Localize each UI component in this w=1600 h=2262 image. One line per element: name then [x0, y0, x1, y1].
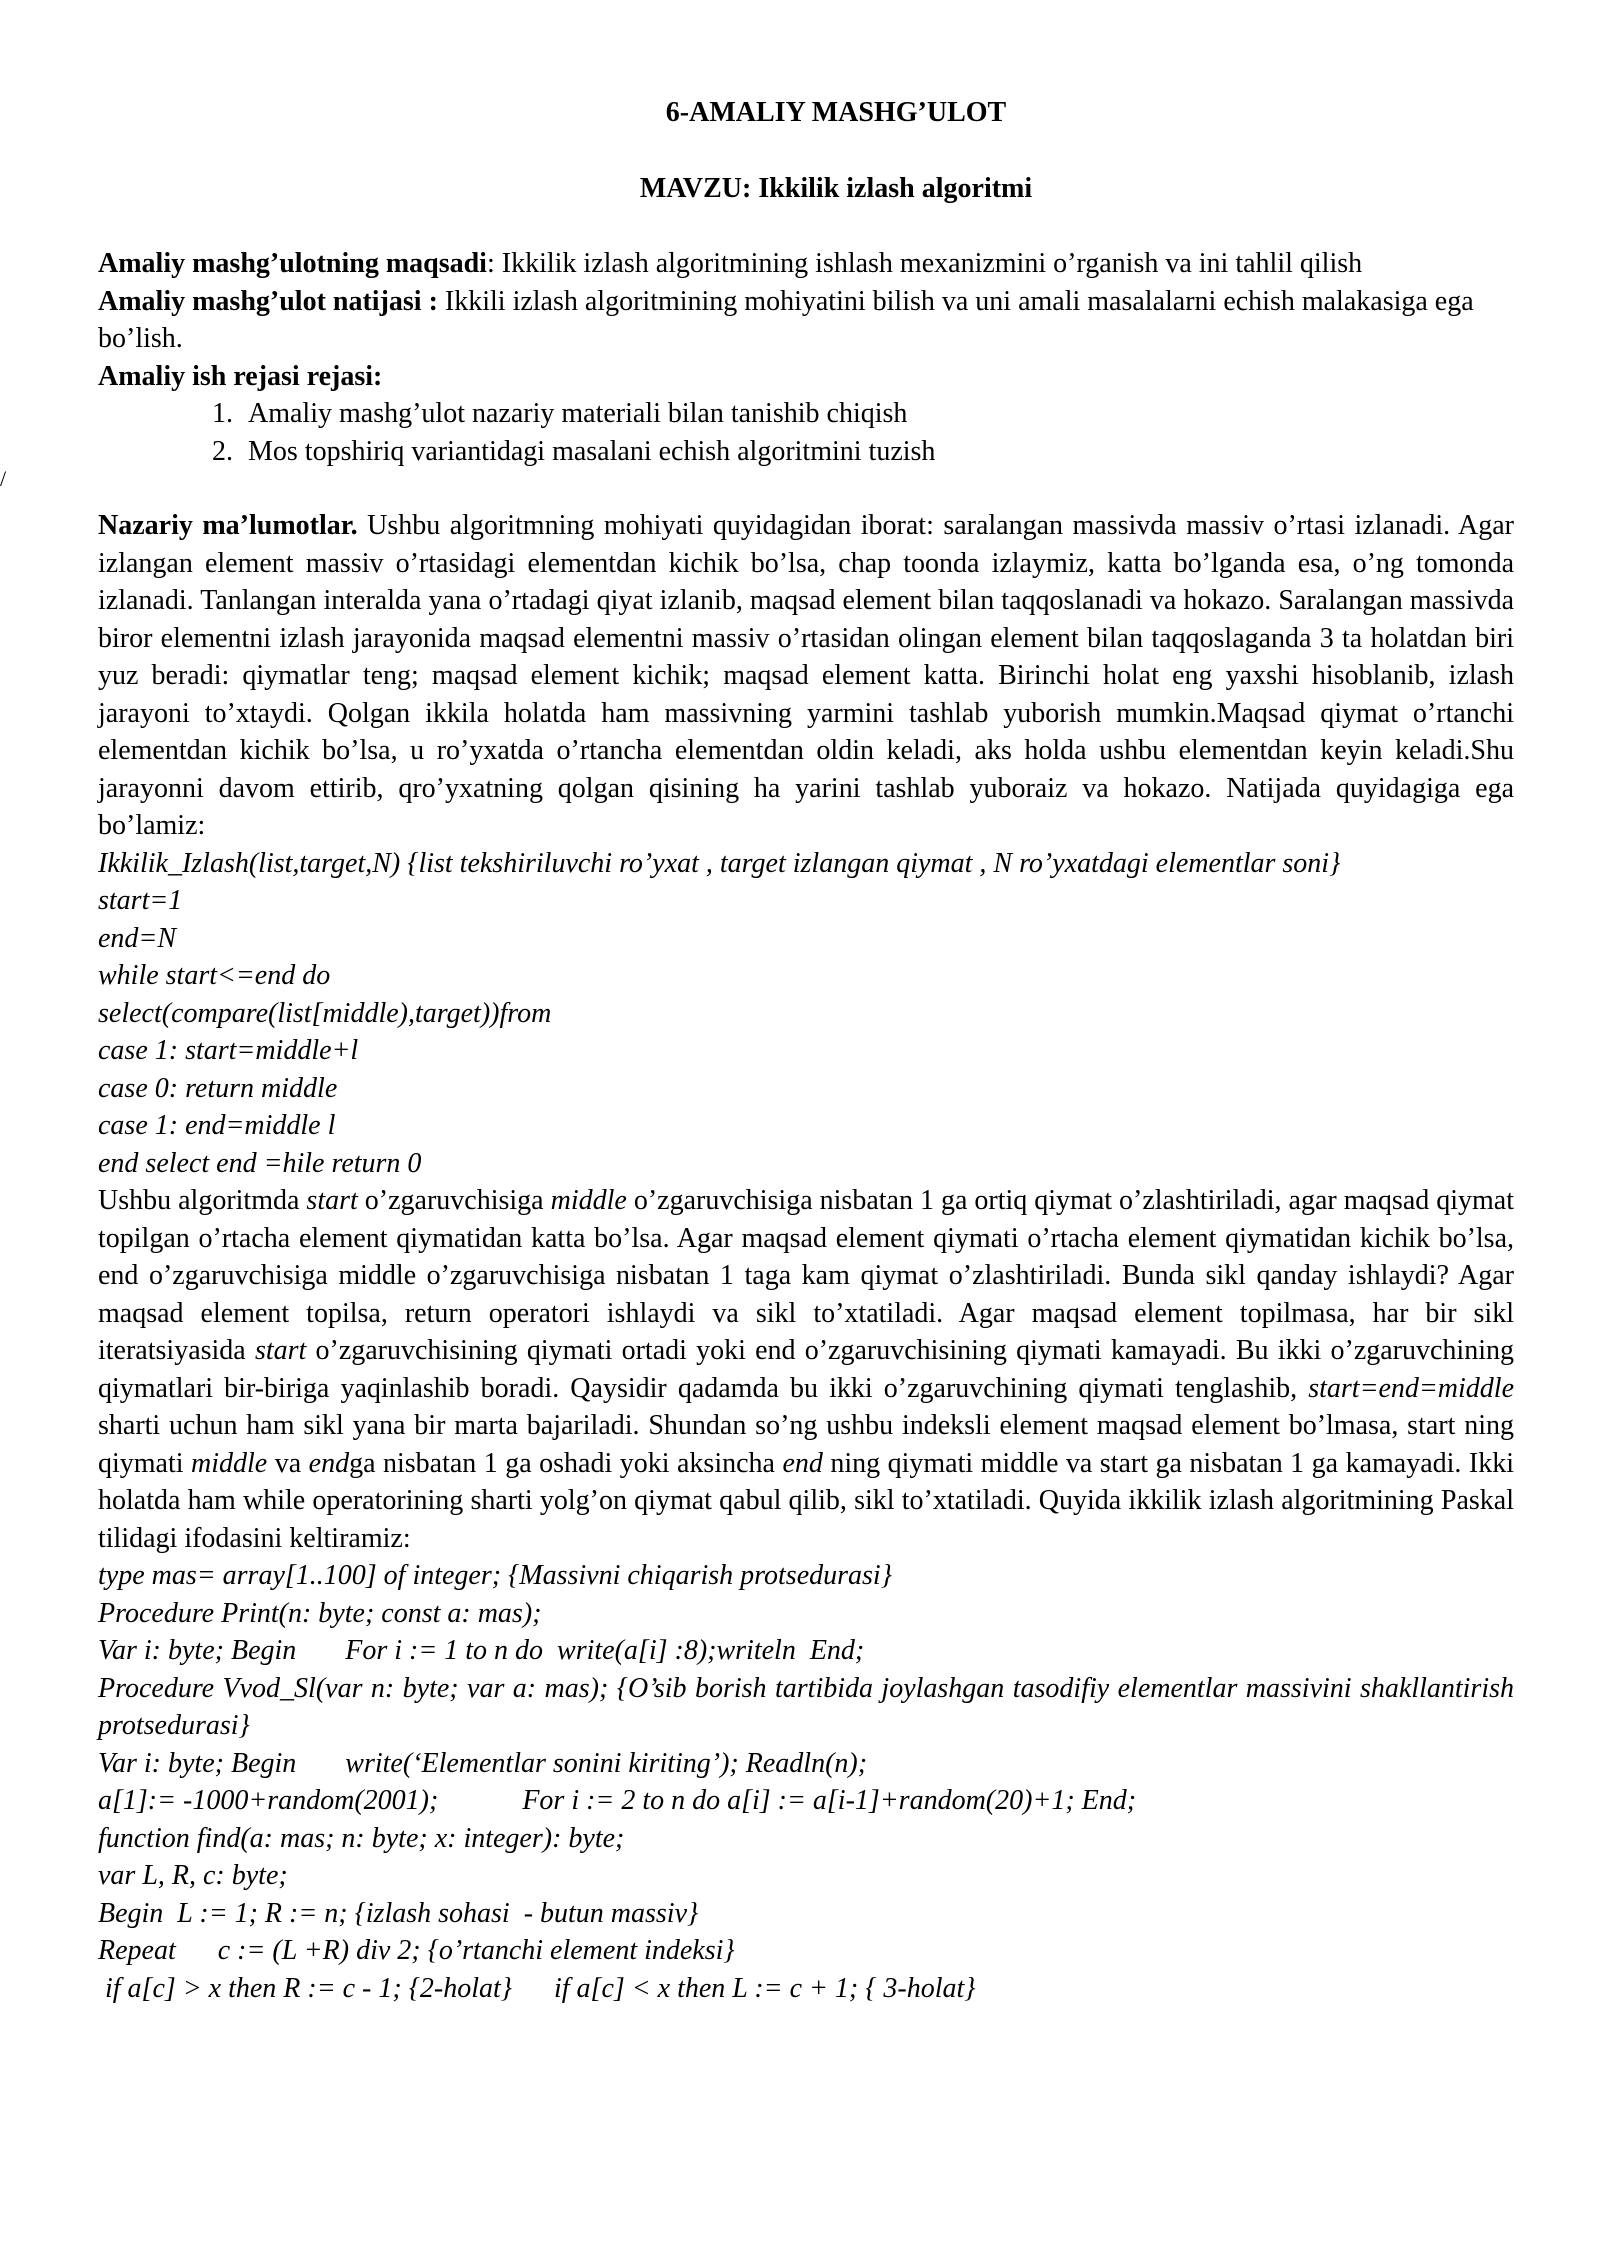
goal-text: : Ikkilik izlash algoritmining ishlash mexanizmini o’rganish va ini tahlil qilish — [486, 248, 1363, 279]
explanation-run-italic: middle — [191, 1447, 268, 1479]
pascal-code-block — [98, 1557, 1514, 2007]
pseudocode-line: start=1 — [98, 885, 183, 916]
pseudocode-line: end select end =hile return 0 — [98, 1147, 422, 1179]
plan-label: Amaliy ish rejasi rejasi: — [98, 360, 383, 392]
pseudocode-line: end=N — [98, 922, 176, 954]
theory-label: Nazariy ma’lumotlar. — [98, 510, 358, 541]
result-text: Ikkili izlash algoritmining mohiyatini bilish va uni amali masalalarni echish malakasiga ega bo’lish. — [98, 285, 1474, 354]
explanation-run-italic: start=end=middle — [1308, 1372, 1514, 1404]
explanation-run-italic: middle — [550, 1185, 627, 1216]
pascal-line: Begin L := 1; R := n; {izlash sohasi - butun massiv} — [98, 1897, 699, 1929]
pascal-line: function find(a: mas; n: byte; x: integer): byte; — [98, 1822, 625, 1854]
pseudocode-block — [98, 845, 1514, 1183]
result-label: Amaliy mashg’ulot natijasi : — [98, 285, 438, 317]
explanation-run-italic: end — [308, 1447, 350, 1479]
explanation-run: o’zgaruvchisiga nisbatan 1 ga ortiq qiymat o’zlashtiriladi, agar maqsad qiymat topilgan o’rtacha element qiymatidan katta bo’lsa. Agar maqsad element qiymati o’rtacha element qiymatidan kichik bo’lsa, end o’zgaruvchisiga middle o’zgaruvchisiga nisbatan 1 taga kam qiymat o’zlashtiriladi. Bunda sikl qanday ishlaydi? Agar maqsad element topilsa, return operatori ishlaydi va sikl to’xtatiladi. Agar maqsad element topilmasa, har bir sikl iteratsiyasida — [98, 1185, 1515, 1366]
explanation-run-italic: end — [782, 1447, 823, 1479]
pseudocode-line: case 1: start=middle+l — [98, 1035, 359, 1066]
plan-item: 2. Mos topshiriq variantidagi masalani echish algoritmini tuzish — [240, 433, 1514, 471]
pascal-line: Procedure Print(n: byte; const a: mas); — [98, 1597, 542, 1629]
document-page — [98, 90, 1514, 2007]
pascal-line: Repeat c := (L +R) div 2; {o’rtanchi element indeksi} — [98, 1935, 735, 1966]
pascal-line: a[1]:= -1000+random(2001); For i := 2 to n do a[i] := a[i-1]+random(20)+1; End; — [98, 1785, 1137, 1816]
explanation-run-italic: start — [306, 1185, 358, 1216]
explanation-run: ning qiymati middle va start ga nisbatan 1 ga kamayadi. Ikki holatda ham while operatorining sharti yolg’on qiymat qabul qilib, sikl to’xtatiladi. Quyida ikkilik izlash algoritmining Paskal tilidagi ifodasini keltiramiz: — [98, 1447, 1514, 1554]
theory-paragraph — [98, 507, 1514, 845]
explanation-run: Ushbu algoritmda — [98, 1185, 307, 1216]
theory-text: Ushbu algoritmning mohiyati quyidagidan iborat: saralangan massivda massiv o’rtasi izlanadi. Agar izlangan element massiv o’rtasidagi elementdan kichik bo’lsa, chap toonda izlaymiz, katta bo’lganda esa, o’ng tomonda izlanadi. Tanlangan interalda yana o’rtadagi qiyat izlanib, maqsad element bilan taqqoslanadi va hokazo. Saralangan massivda biror elementni izlash jarayonida maqsad elementni massiv o’rtasidan olingan element bilan taqqoslaganda 3 ta holatdan biri yuz beradi: qiymatlar teng; maqsad element kichik; maqsad element katta. Birinchi holat eng yaxshi hisoblanib, izlash jarayoni to’xtaydi. Qolgan ikkila holatda ham massivning yarmini tashlab yuborish mumkin.Maqsad qiymat o’rtanchi elementdan kichik bo’lsa, u ro’yxatda o’rtancha elementdan oldin keladi, aks holda ushbu elementdan keyin keladi.Shu jarayonni davom ettirib, qro’yxatning qolgan qisining ha yarini tashlab yuboraiz va hokazo. Natijada quyidagiga ega bo’lamiz: — [98, 510, 1515, 841]
explanation-paragraph — [98, 1182, 1514, 1557]
pseudocode-line: case 0: return middle — [98, 1072, 338, 1104]
explanation-run: va — [267, 1447, 309, 1479]
pascal-line: if a[c] > x then R := c - 1; {2-holat} if a[c] < x then L := c + 1; { 3-holat} — [98, 1972, 976, 2004]
explanation-run: ga nisbatan 1 ga oshadi yoki aksincha — [349, 1447, 783, 1479]
pseudocode-line: Ikkilik_Izlash(list,target,N) {list tekshiriluvchi ro’yxat , target izlangan qiymat , N ro’yxatdagi elementlar soni} — [98, 847, 1341, 879]
pascal-line: Var i: byte; Begin write(‘Elementlar sonini kiriting’); Readln(n); — [98, 1747, 868, 1779]
pseudocode-line: case 1: end=middle l — [98, 1110, 336, 1141]
explanation-run: o’zgaruvchisiga — [357, 1185, 551, 1216]
goal-paragraph — [98, 245, 1514, 283]
pascal-line: Var i: byte; Begin For i := 1 to n do write(a[i] :8);writeln End; — [98, 1635, 865, 1666]
plan-list — [98, 395, 1514, 470]
explanation-run: o’zgaruvchisining qiymati ortadi yoki end o’zgaruvchisining qiymati kamayadi. Bu ikki o’zgaruvchining qiymatlari bir-biriga yaqinlashib boradi. Qaysidir qadamda bu ikki o’zgaruvchining qiymati tenglashib, — [98, 1335, 1514, 1404]
explanation-run-italic: start — [254, 1335, 307, 1366]
page-title: 6-AMALIY MASHG’ULOT — [665, 97, 1007, 128]
plan-item: 1. Amaliy mashg’ulot nazariy materiali bilan tanishib chiqish — [240, 395, 1514, 433]
pascal-line: Procedure Vvod_Sl(var n: byte; var a: mas); {O’sib borish tartibida joylashgan tasodifiy elementlar massivini shakllantirish protsedurasi} — [98, 1672, 1514, 1741]
pseudocode-line: while start<=end do — [98, 960, 331, 991]
pascal-line: type mas= array[1..100] of integer; {Massivni chiqarish protsedurasi} — [98, 1560, 892, 1591]
page-subtitle: MAVZU: Ikkilik izlash algoritmi — [639, 172, 1033, 204]
stray-mark: / — [0, 466, 7, 491]
pascal-line: var L, R, c: byte; — [98, 1860, 288, 1891]
goal-label: Amaliy mashg’ulotning maqsadi — [98, 248, 487, 279]
result-paragraph — [98, 283, 1514, 358]
explanation-run: sharti uchun ham sikl yana bir marta bajariladi. Shundan so’ng ushbu indeksli element maqsad element bo’lmasa, start ning qiymati — [98, 1410, 1514, 1479]
spacer — [98, 470, 1514, 507]
pseudocode-line: select(compare(list[middle),target))from — [98, 997, 552, 1029]
